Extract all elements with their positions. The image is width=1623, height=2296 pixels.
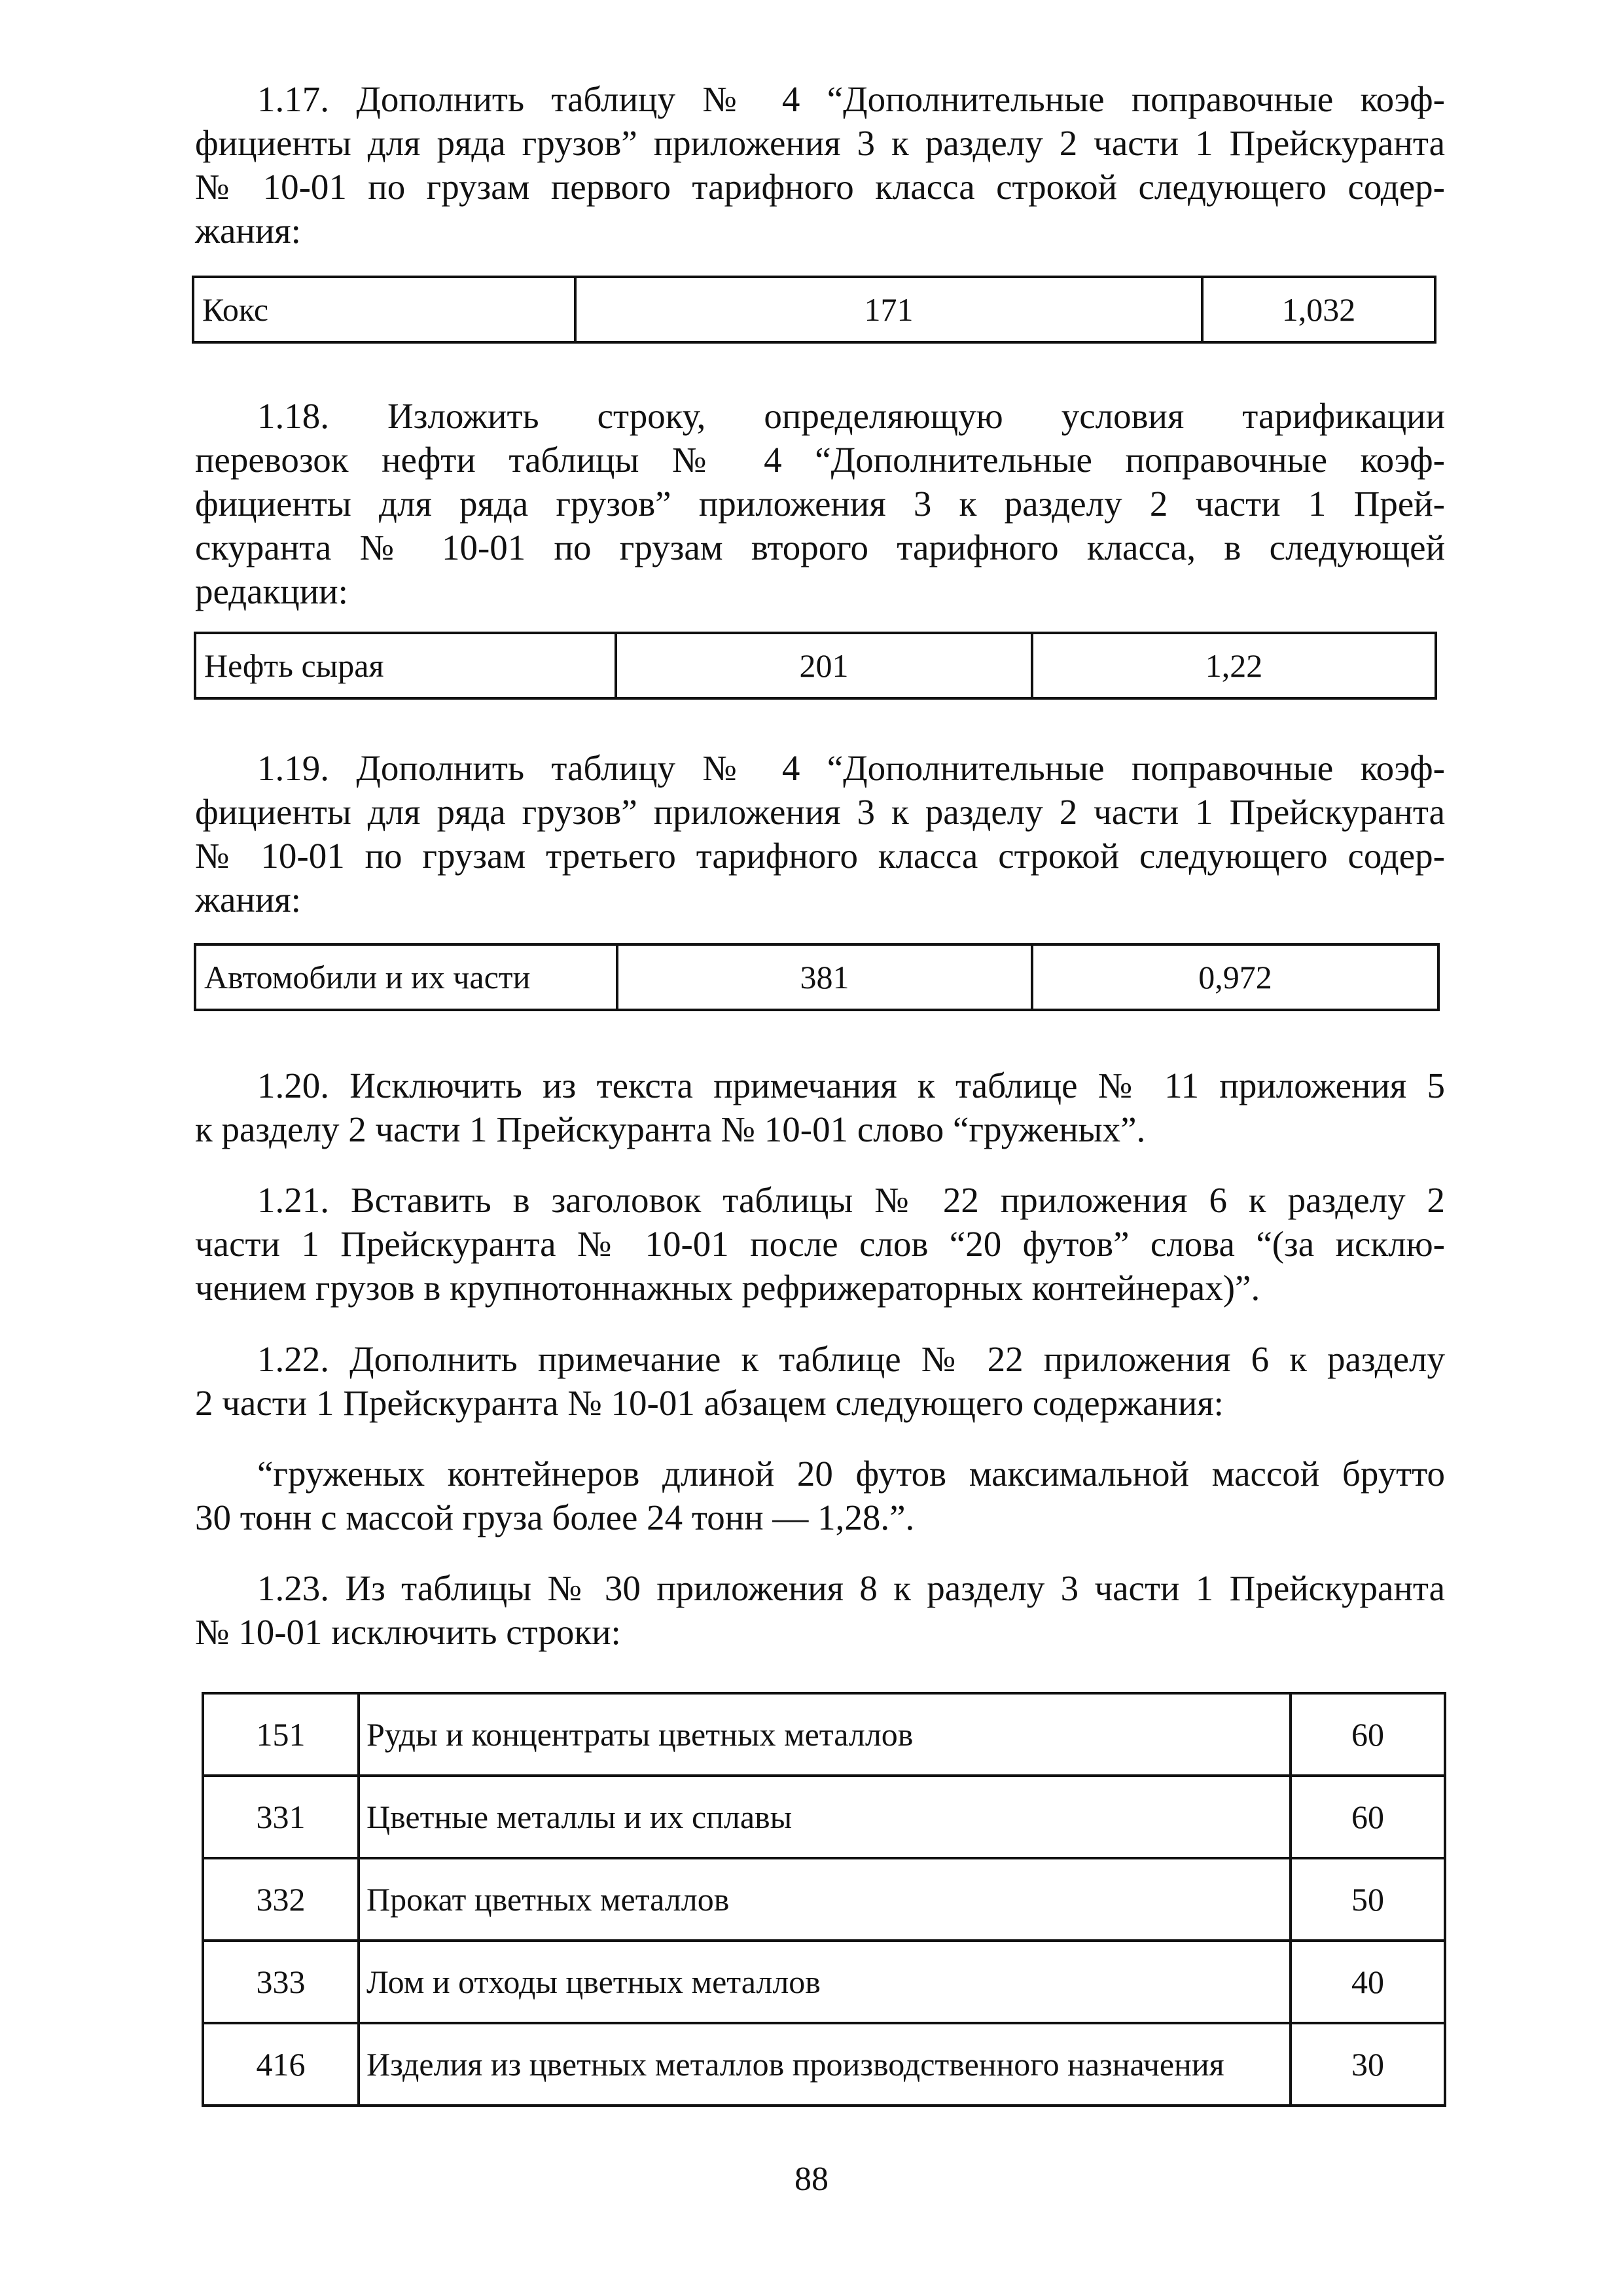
text-line: 1.23. Из таблицы № 30 приложения 8 к разделу 3 части 1 Прейскуранта xyxy=(257,1568,1445,1608)
text-line: чением грузов в крупнотоннажных рефрижераторных контейнерах)”. xyxy=(195,1268,1260,1308)
table-1-19 xyxy=(194,943,1440,1011)
paragraph-1-20 xyxy=(195,1064,1445,1151)
cargo-name-cell: Автомобили и их части xyxy=(195,944,617,1010)
text-line: № 10-01 по грузам третьего тарифного класса строкой следующего содер- xyxy=(195,836,1445,876)
cargo-code-cell: 201 xyxy=(616,633,1032,698)
value-cell: 60 xyxy=(1291,1693,1445,1776)
text-line: “груженых контейнеров длиной 20 футов максимальной массой брутто xyxy=(257,1454,1445,1494)
text-line: № 10-01 по грузам первого тарифного класса строкой следующего содер- xyxy=(195,167,1445,207)
table-row xyxy=(203,1858,1445,1941)
table-1-23 xyxy=(202,1692,1446,2107)
text-line: 1.21. Вставить в заголовок таблицы № 22 приложения 6 к разделу 2 xyxy=(257,1180,1445,1220)
paragraph-1-18 xyxy=(195,394,1445,613)
text-line: 2 части 1 Прейскуранта № 10-01 абзацем следующего содержания: xyxy=(195,1383,1224,1423)
text-line: фициенты для ряда грузов” приложения 3 к разделу 2 части 1 Прейскуранта xyxy=(195,792,1445,832)
value-cell: 40 xyxy=(1291,1941,1445,2023)
description-cell: Цветные металлы и их сплавы xyxy=(359,1776,1291,1858)
value-cell: 50 xyxy=(1291,1858,1445,1941)
cargo-name-cell: Нефть сырая xyxy=(195,633,616,698)
table-row xyxy=(195,633,1436,698)
text-line: части 1 Прейскуранта № 10-01 после слов “20 футов” слова “(за исклю- xyxy=(195,1224,1445,1264)
description-cell: Лом и отходы цветных металлов xyxy=(359,1941,1291,2023)
table-row xyxy=(203,2023,1445,2106)
coefficient-cell: 0,972 xyxy=(1032,944,1438,1010)
page-number: 88 xyxy=(794,2161,829,2198)
paragraph-1-17 xyxy=(195,77,1445,253)
text-line: фициенты для ряда грузов” приложения 3 к разделу 2 части 1 Прей- xyxy=(195,484,1445,524)
table-row xyxy=(195,944,1438,1010)
code-cell: 416 xyxy=(203,2023,359,2106)
code-cell: 151 xyxy=(203,1693,359,1776)
text-line: 1.19. Дополнить таблицу № 4 “Дополнительные поправочные коэф- xyxy=(257,748,1445,788)
cargo-code-cell: 381 xyxy=(617,944,1032,1010)
table-row xyxy=(193,277,1435,342)
code-cell: 333 xyxy=(203,1941,359,2023)
text-line: жания: xyxy=(195,880,301,920)
description-cell: Руды и концентраты цветных металлов xyxy=(359,1693,1291,1776)
coefficient-cell: 1,22 xyxy=(1032,633,1436,698)
paragraph-1-23 xyxy=(195,1566,1445,1654)
description-cell: Изделия из цветных металлов производственного назначения xyxy=(359,2023,1291,2106)
text-line: перевозок нефти таблицы № 4 “Дополнительные поправочные коэф- xyxy=(195,440,1445,480)
text-line: фициенты для ряда грузов” приложения 3 к разделу 2 части 1 Прейскуранта xyxy=(195,123,1445,163)
paragraph-1-22 xyxy=(195,1337,1445,1425)
table-1-18 xyxy=(194,632,1437,700)
text-line: № 10-01 исключить строки: xyxy=(195,1612,621,1652)
value-cell: 60 xyxy=(1291,1776,1445,1858)
code-cell: 331 xyxy=(203,1776,359,1858)
text-line: 30 тонн с массой груза более 24 тонн — 1,28.”. xyxy=(195,1498,915,1537)
text-line: скуранта № 10-01 по грузам второго тарифного класса, в следующей xyxy=(195,528,1445,567)
cargo-code-cell: 171 xyxy=(575,277,1202,342)
table-row xyxy=(203,1941,1445,2023)
text-line: 1.20. Исключить из текста примечания к таблице № 11 приложения 5 xyxy=(257,1066,1445,1105)
text-line: 1.18. Изложить строку, определяющую условия тарификации xyxy=(257,396,1445,436)
text-line: 1.17. Дополнить таблицу № 4 “Дополнительные поправочные коэф- xyxy=(257,79,1445,119)
paragraph-1-21 xyxy=(195,1178,1445,1310)
paragraph-1-19 xyxy=(195,746,1445,922)
text-line: к разделу 2 части 1 Прейскуранта № 10-01 слово “груженых”. xyxy=(195,1109,1146,1149)
text-line: жания: xyxy=(195,211,301,251)
description-cell: Прокат цветных металлов xyxy=(359,1858,1291,1941)
quoted-paragraph xyxy=(195,1452,1445,1539)
table-1-17 xyxy=(192,276,1436,344)
code-cell: 332 xyxy=(203,1858,359,1941)
text-line: редакции: xyxy=(195,571,348,611)
table-row xyxy=(203,1693,1445,1776)
table-row xyxy=(203,1776,1445,1858)
cargo-name-cell: Кокс xyxy=(193,277,575,342)
coefficient-cell: 1,032 xyxy=(1202,277,1435,342)
text-line: 1.22. Дополнить примечание к таблице № 22 приложения 6 к разделу xyxy=(257,1339,1445,1379)
value-cell: 30 xyxy=(1291,2023,1445,2106)
